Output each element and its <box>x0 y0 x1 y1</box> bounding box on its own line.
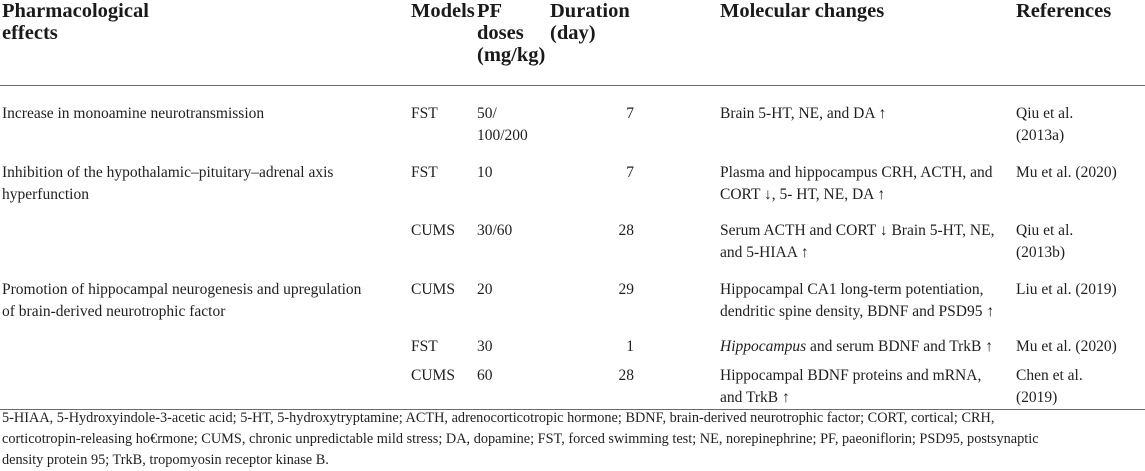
duration-cell: 28 <box>618 222 634 239</box>
header-models: Models <box>411 0 467 86</box>
reference-cell: Qiu et al. (2013a) <box>1016 105 1074 144</box>
molecular-cell: Serum ACTH and CORT ↓ Brain 5-HT, NE, and 5-HIAA ↑ <box>720 222 995 261</box>
table-row <box>0 86 1145 156</box>
duration-cell: 7 <box>626 105 634 122</box>
model-cell: CUMS <box>411 359 467 410</box>
model-cell: FST <box>411 338 438 355</box>
table-row <box>0 359 1145 410</box>
molecular-cell: Plasma and hippocampus CRH, ACTH, and CORT ↓, 5- HT, NE, DA ↑ <box>720 164 993 203</box>
effect-cell <box>0 214 411 273</box>
effect-cell <box>0 330 411 359</box>
model-cell: FST <box>411 105 438 122</box>
reference-cell: Mu et al. (2020) <box>1016 164 1117 181</box>
molecular-italic-term: Hippocampus <box>720 338 807 355</box>
effect-cell: Promotion of hippocampal neurogenesis and upregulation of brain-derived neurotrophic factor <box>2 281 362 320</box>
header-pf-doses: PF doses (mg/kg) <box>467 0 548 86</box>
duration-cell: 7 <box>626 164 634 181</box>
duration-cell: 29 <box>618 281 634 298</box>
duration-cell: 1 <box>626 338 634 355</box>
dose-cell: 30/60 <box>477 222 513 239</box>
header-duration: Duration (day) <box>548 0 718 86</box>
effect-cell: Increase in monoamine neurotransmission <box>2 105 265 122</box>
footnote-line: corticotropin-releasing ho€rmone; CUMS, chronic unpredictable mild stress; DA, dopamine; FST, forced swimming test; NE, norepinephrine; PF, paeoniflorin; PSD95, postsynaptic <box>2 431 1039 447</box>
duration-cell: 28 <box>548 359 718 410</box>
reference-cell: Mu et al. (2020) <box>1016 338 1117 355</box>
header-molecular-changes: Molecular changes <box>718 0 1014 86</box>
header-references: References <box>1014 0 1145 86</box>
table-row <box>0 273 1145 330</box>
table-row <box>0 330 1145 359</box>
molecular-rest: and serum BDNF and TrkB ↑ <box>806 338 993 355</box>
molecular-cell: Hippocampal BDNF proteins and mRNA, and TrkB ↑ <box>718 359 1014 410</box>
effect-cell <box>0 359 411 410</box>
model-cell: FST <box>411 164 438 181</box>
reference-cell: Liu et al. (2019) <box>1016 281 1117 298</box>
footnote-line: density protein 95; TrkB, tropomyosin receptor kinase B. <box>2 452 329 468</box>
reference-cell: Chen et al. (2019) <box>1014 359 1145 410</box>
model-cell: CUMS <box>411 222 455 239</box>
header-pharmacological-effects: Pharmacological effects <box>0 0 411 86</box>
effect-cell: Inhibition of the hypothalamic–pituitary–adrenal axis hyperfunction <box>2 164 334 203</box>
molecular-cell <box>718 330 1014 359</box>
table-row <box>0 155 1145 214</box>
dose-cell: 20 <box>477 281 493 298</box>
molecular-cell: Hippocampal CA1 long-term potentiation, dendritic spine density, BDNF and PSD95 ↑ <box>720 281 995 320</box>
dose-cell: 50/ 100/200 <box>477 105 528 144</box>
reference-cell: Qiu et al. (2013b) <box>1016 222 1074 261</box>
molecular-cell: Brain 5-HT, NE, and DA ↑ <box>720 105 887 122</box>
dose-cell: 30 <box>477 338 493 355</box>
dose-cell: 60 <box>467 359 548 410</box>
table-row <box>0 214 1145 273</box>
footnote-line: 5-HIAA, 5-Hydroxyindole-3-acetic acid; 5-HT, 5-hydroxytryptamine; ACTH, adrenocorticotropic hormone; BDNF, brain-derived neurotrophic factor; CORT, cortical; CRH, <box>2 410 995 426</box>
model-cell: CUMS <box>411 281 455 298</box>
dose-cell: 10 <box>477 164 493 181</box>
table-header-row <box>0 0 1145 86</box>
table-footnote <box>2 408 1140 471</box>
